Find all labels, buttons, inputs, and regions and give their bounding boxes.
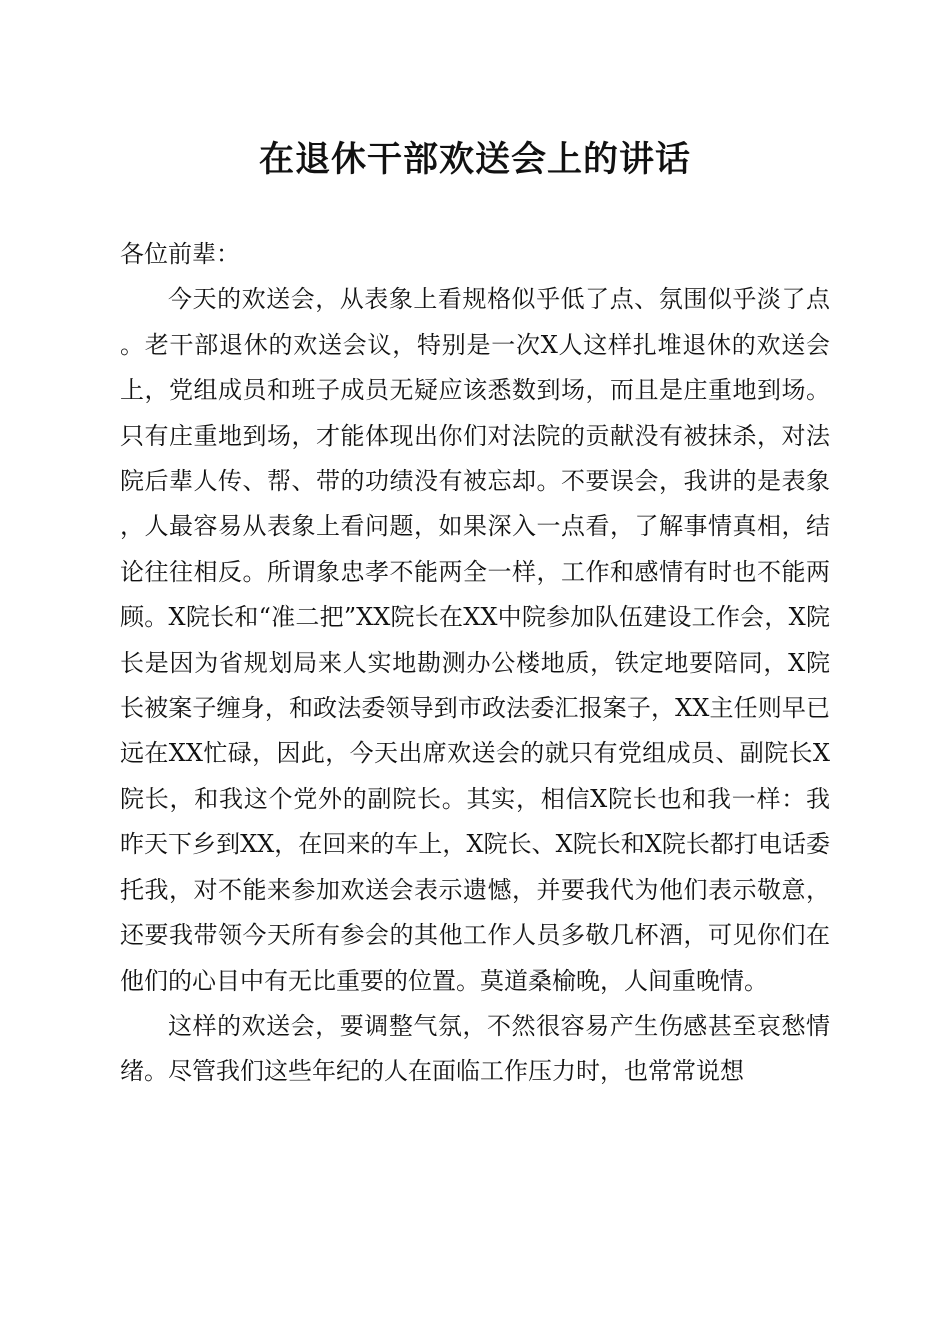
document-title: 在退休干部欢送会上的讲话	[258, 139, 691, 180]
salutation: 各位前辈：	[120, 240, 240, 268]
document-body	[120, 232, 830, 1095]
paragraph-2: 这样的欢送会，要调整气氛，不然很容易产生伤感甚至哀愁情绪。尽管我们这些年纪的人在面临工作压力时，也常常说想	[120, 1011, 830, 1086]
paragraph-1: 今天的欢送会，从表象上看规格似乎低了点、氛围似乎淡了点。老干部退休的欢送会议，特别是一次X人这样扎堆退休的欢送会上，党组成员和班子成员无疑应该悉数到场，而且是庄重地到场。只有庄重地到场，才能体现出你们对法院的贡献没有被抹杀，对法院后辈人传、帮、带的功绩没有被忘却。不要误会，我讲的是表象，人最容易从表象上看问题，如果深入一点看，了解事情真相，结论往往相反。所谓象忠孝不能两全一样，工作和感情有时也不能两顾。X院长和“准二把”XX院长在XX中院参加队伍建设工作会，X院长是因为省规划局来人实地勘测办公楼地质，铁定地要陪同，X院长被案子缠身，和政法委领导到市政法委汇报案子，XX主任则早已远在XX忙碌，因此，今天出席欢送会的就只有党组成员、副院长X院长，和我这个党外的副院长。其实，相信X院长也和我一样：我昨天下乡到XX，在回来的车上，X院长、X院长和X院长都打电话委托我，对不能来参加欢送会表示遗憾，并要我代为他们表示敬意，还要我带领今天所有参会的其他工作人员多敬几杯酒，可见你们在他们的心目中有无比重要的位置。莫道桑榆晚，人间重晚情。	[120, 285, 830, 995]
